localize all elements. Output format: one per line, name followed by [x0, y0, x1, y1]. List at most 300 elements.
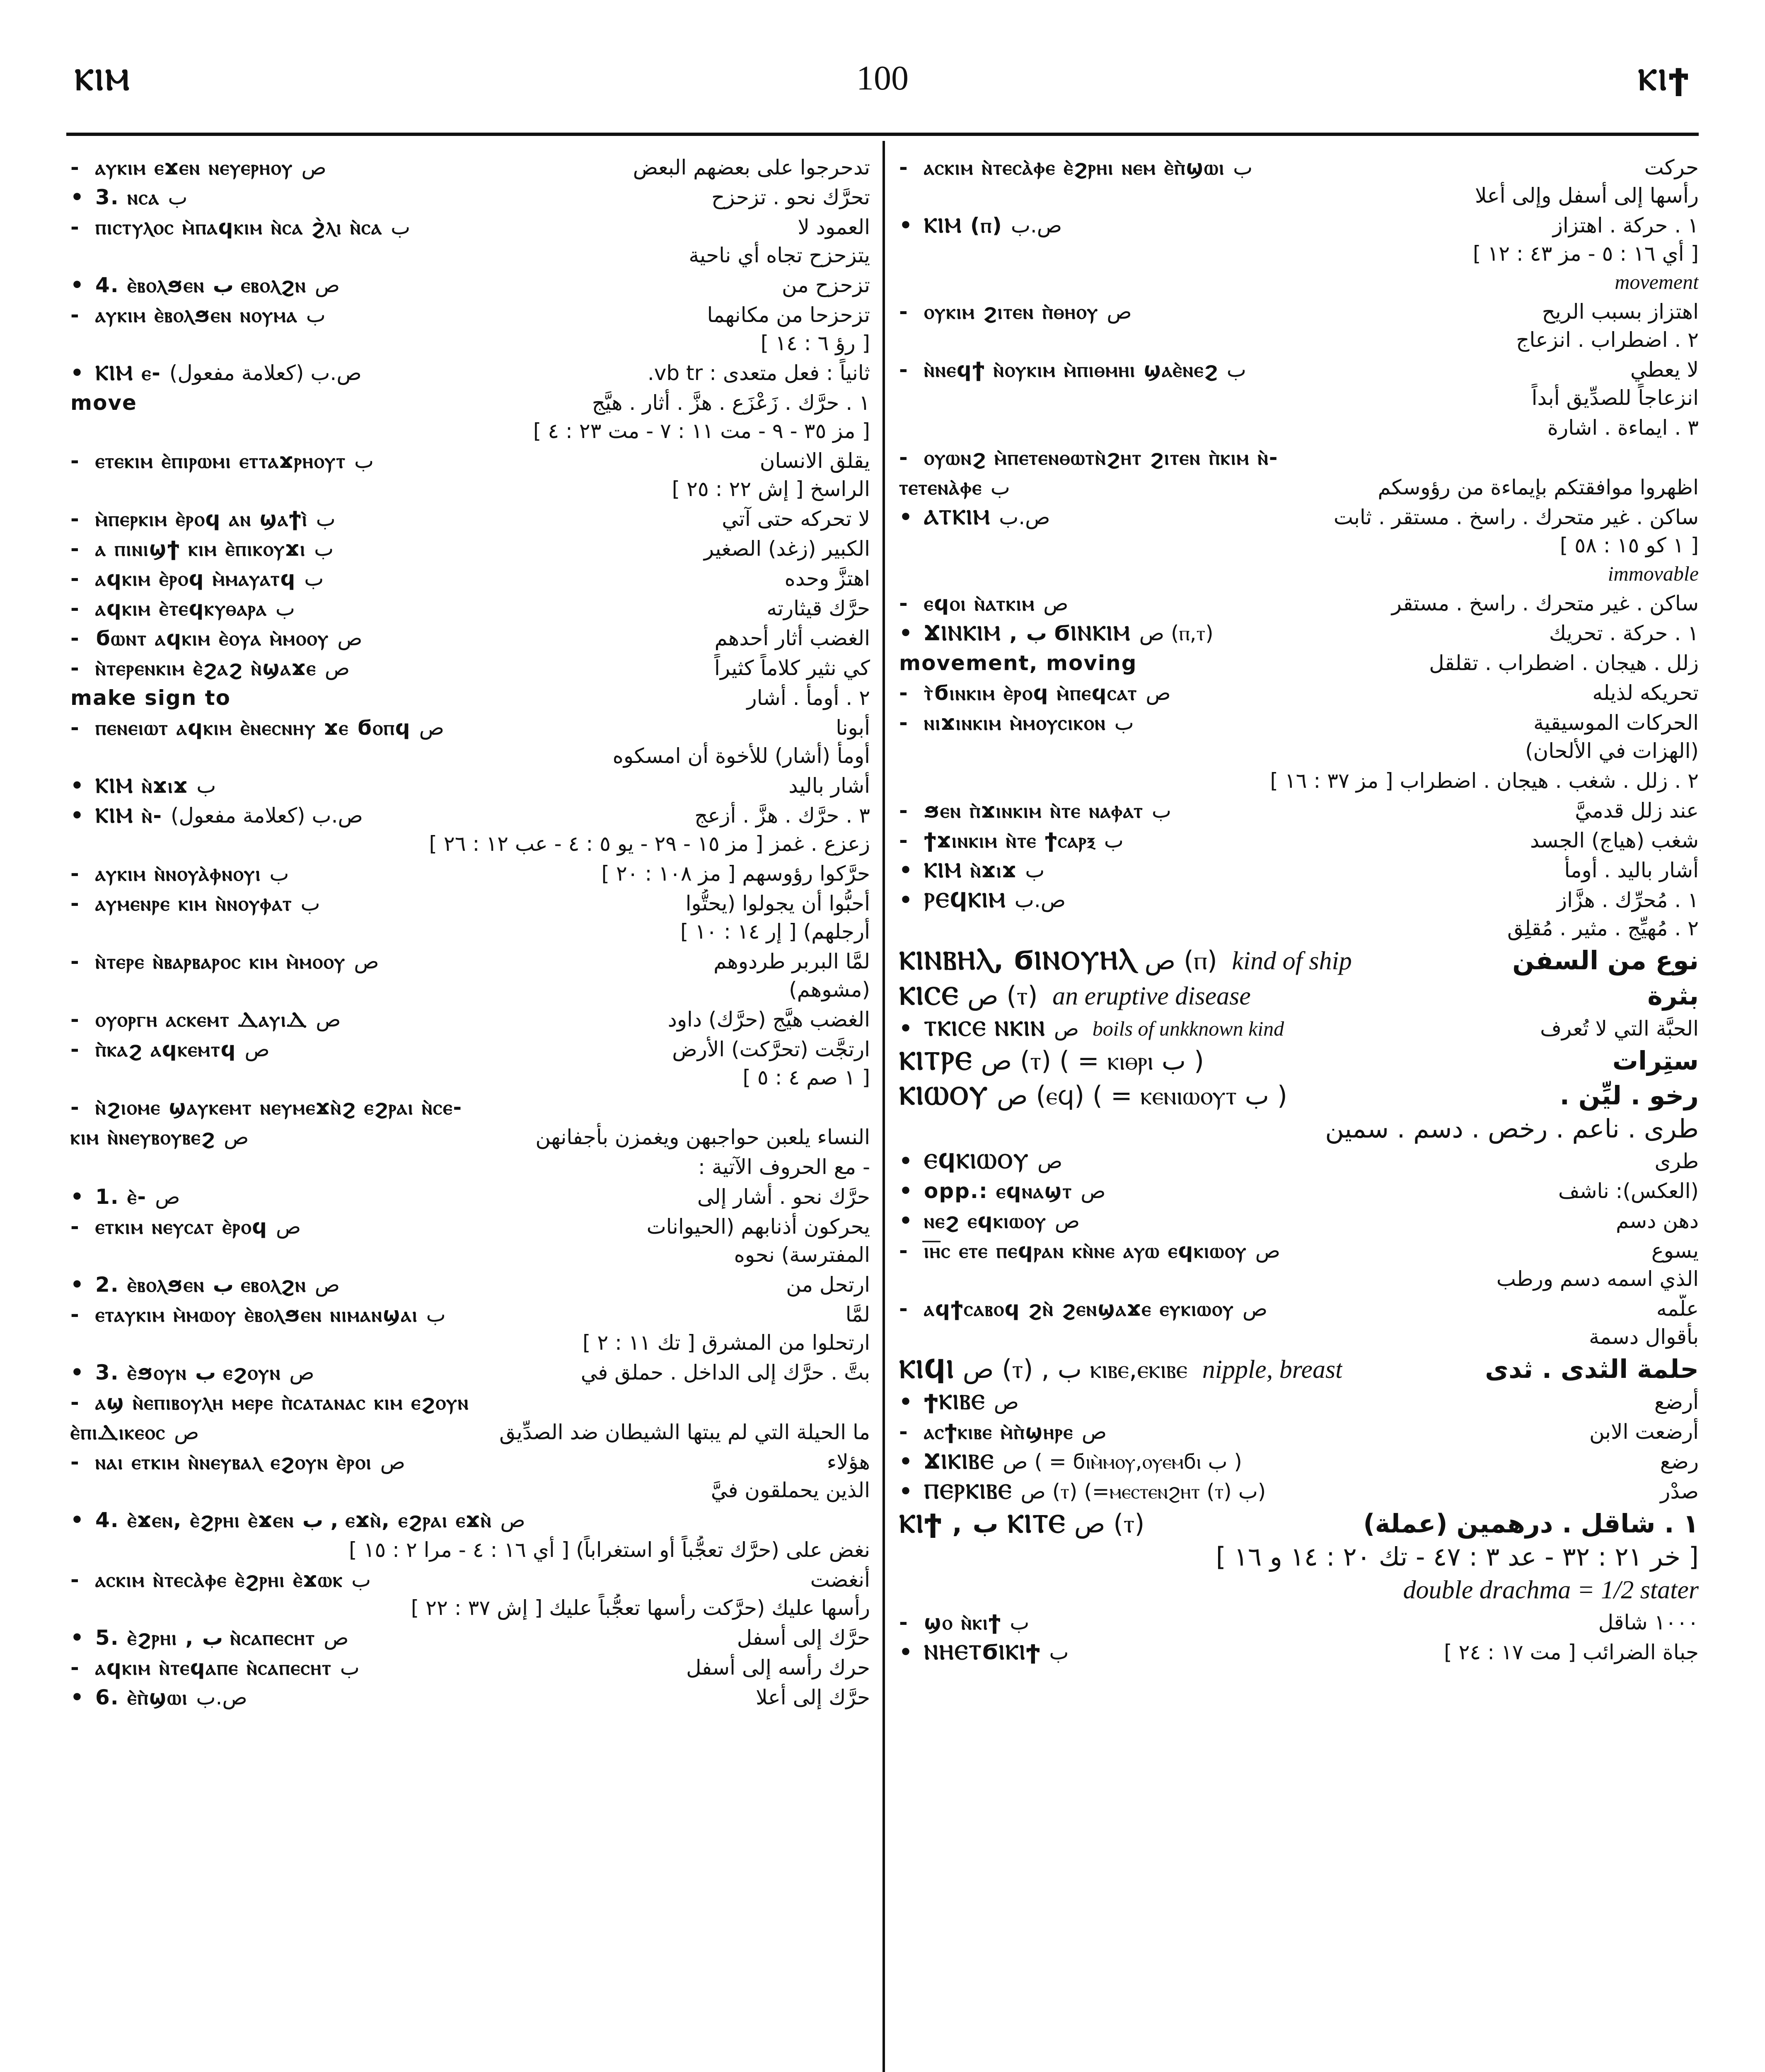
coptic-text: ⲧⲉⲧⲉⲛⲁ̀ⲫⲉ: [899, 475, 982, 499]
arabic-gloss-continuation: الذي اسمه دسم ورطب: [1496, 1267, 1699, 1291]
english-gloss: double drachma = 1/2 stater: [1403, 1576, 1699, 1604]
dictionary-entry: [899, 298, 1699, 354]
coptic-text: ⲁ ⲡⲓⲛⲓϣϯ ⲕⲓⲙ ⲉ̀ⲡⲓⲕⲟⲩϫⲓ: [95, 537, 306, 561]
entry-coptic-side: [899, 709, 1142, 737]
dictionary-entry: [899, 709, 1699, 765]
entry-main-line: [70, 505, 870, 533]
arabic-gloss: ١ . شاقل . درهمين (عملة): [1363, 1508, 1699, 1539]
entry-coptic-side: [70, 624, 371, 652]
entry-coptic-side: [70, 153, 335, 182]
arabic-gloss-continuation: (مشوهم): [789, 978, 870, 1002]
dialect-source: ص: [1037, 1149, 1063, 1173]
dialect-source: ب: [300, 891, 320, 915]
entry-bullet: •: [899, 505, 912, 529]
dialect-source: ب: [168, 185, 188, 209]
entry-bullet: -: [70, 1302, 79, 1326]
dictionary-entry: [70, 1300, 870, 1357]
entry-main-line: [899, 1295, 1699, 1323]
dialect-source: ص: [1242, 1297, 1268, 1321]
entry-coptic-side: [70, 1448, 413, 1476]
entry-main-line: [899, 796, 1699, 825]
entry-coptic-side: [70, 447, 382, 475]
left-column: [70, 153, 870, 2072]
coptic-text: ⲢⲈϤⲔⲒⲘ: [924, 888, 1006, 912]
arabic-gloss: تزحزحا من مكانهما: [707, 303, 870, 327]
dialect-source: ب: [314, 537, 334, 561]
dictionary-entry: [70, 447, 870, 503]
entry-main-line: [899, 856, 1699, 884]
entry-main-line: [70, 359, 870, 387]
arabic-gloss: رضع: [1660, 1450, 1699, 1474]
entry-coptic-side: [899, 1507, 1153, 1540]
dictionary-entry: [70, 505, 870, 533]
arabic-gloss: بتَّ . حرَّك إلى الداخل . حملق في: [580, 1360, 870, 1385]
arabic-gloss: ١ . حركة . اهتزاز: [1552, 213, 1699, 237]
entry-coptic-side: [70, 1183, 189, 1211]
entry-main-line: [899, 356, 1699, 384]
arabic-gloss-continuation: بأقوال دسمة: [1589, 1325, 1699, 1349]
entry-coptic-side: [899, 856, 1053, 884]
coptic-text: ⲔⲒⲘ (ⲡ): [924, 213, 1003, 237]
coptic-text: 3. ⲉ̀ϧⲟⲩⲛ ب ⲉϩⲟⲩⲛ: [95, 1360, 281, 1385]
entry-coptic-side: [70, 1683, 256, 1711]
arabic-gloss-continuation: الذين يحملقون فيَّ: [711, 1478, 870, 1502]
arabic-gloss-continuation: أرجلهم) [ إر ١٤ : ١٠ ]: [680, 920, 870, 944]
dialect-source: ص (ⲧ) , ب ⲕⲓⲃⲉ,ⲉⲕⲓⲃⲉ: [962, 1354, 1188, 1384]
coptic-text: ⲀⲦⲔⲒⲘ: [924, 505, 991, 529]
dialect-source: ص (ⲡ): [1144, 945, 1217, 975]
entry-main-line: [70, 301, 870, 329]
coptic-text: ⲁϥϯⲥⲁⲃⲟϥ ϩⲛ̀ ϩⲉⲛϣⲁϫⲉ ⲉⲩⲕⲓⲱⲟⲩ: [924, 1297, 1234, 1321]
entry-coptic-side: [899, 1477, 1274, 1506]
arabic-gloss: ٢ . زلل . شغب . هيجان . اضطراب [ مز ٣٧ : ١٦ ]: [1270, 769, 1699, 793]
entry-bullet: •: [70, 1273, 84, 1297]
dictionary-entry: [70, 1536, 870, 1564]
dialect-source: ب: [340, 1656, 360, 1680]
entry-coptic-side: [899, 356, 1255, 384]
entry-main-line: [70, 947, 870, 975]
entry-coptic-side: [899, 826, 1132, 854]
coptic-text: ⲛ̀ϩⲓⲟⲙⲉ ϣⲁⲩⲕⲉⲙⲧ ⲛⲉⲩⲙⲉϫⲛ̀ϩ ⲉϩⲣⲁⲓ ⲛ̀ⲥⲉ-: [95, 1095, 463, 1119]
dialect-source: ص.ب (كعلامة مفعول): [171, 804, 363, 828]
entry-coptic-side: [899, 503, 1059, 531]
arabic-gloss: ٢ . أومأ . أشار: [747, 686, 870, 710]
arabic-gloss: لمَّا: [845, 1302, 870, 1326]
entry-coptic-side: [70, 564, 332, 593]
coptic-text: move: [70, 391, 137, 415]
dialect-source: ب: [426, 1302, 446, 1326]
dialect-source: ب: [1114, 711, 1134, 735]
dialect-source: ص: [174, 1420, 199, 1444]
arabic-gloss: حرَّك إلى أعلا: [756, 1685, 870, 1709]
coptic-text: ⲈϤⲔⲒⲰⲞⲨ: [924, 1149, 1029, 1173]
entry-main-line: [899, 1477, 1699, 1506]
entry-main-line: [70, 1093, 870, 1121]
entry-main-line: [899, 1507, 1699, 1540]
entry-coptic-side: [899, 211, 1070, 240]
dictionary-entry: [899, 856, 1699, 884]
entry-main-line: [70, 1213, 870, 1241]
dictionary-entry: [70, 1153, 870, 1181]
arabic-gloss-continuation: أومأ (أشار) للأخوة أن امسكوه: [612, 744, 870, 768]
arabic-gloss: الغضب هيَّج (حرَّك) داود: [667, 1007, 870, 1031]
dialect-source: ص: [1255, 1239, 1281, 1263]
entry-main-line: [899, 1207, 1699, 1235]
entry-main-line: [899, 1608, 1699, 1636]
arabic-gloss: أرضع: [1654, 1390, 1699, 1414]
dialect-source: ص: [314, 1273, 340, 1297]
entry-bullet: •: [70, 273, 84, 297]
coptic-text: ⲔⲒⲘ ⲉ-: [95, 361, 161, 385]
coptic-text: ⲦⲔⲒⲤⲈ ⲚⲔⲒⲚ: [924, 1017, 1046, 1041]
dictionary-entry: [70, 1183, 870, 1211]
entry-coptic-side: [899, 473, 1018, 501]
entry-coptic-side: [899, 619, 1222, 647]
entry-main-line: [70, 1183, 870, 1211]
arabic-gloss: ١ . حركة . تحريك: [1549, 621, 1699, 645]
coptic-text: ⲉϥⲟⲓ ⲛ̀ⲁⲧⲕⲓⲙ: [924, 591, 1035, 615]
arabic-gloss: نغض على (حرَّك تعجُّباً أو استغراباً) [ أي ١٦ : ٤ - مرا ٢ : ١٥ ]: [349, 1538, 870, 1562]
dialect-source: ص: [1054, 1209, 1080, 1233]
coptic-text: movement, moving: [899, 651, 1137, 675]
dialect-source: ب: [316, 507, 336, 531]
entry-main-line: [899, 443, 1699, 472]
dictionary-entry: [899, 1207, 1699, 1235]
dictionary-headword-entry: [899, 1507, 1699, 1607]
entry-coptic-side: [70, 505, 344, 533]
dialect-source: ص.ب: [1014, 888, 1066, 912]
coptic-text: ⲡⲓⲥⲧⲩⲗⲟⲥ ⲙ̀ⲡⲁϥⲕⲓⲙ ⲛ̀ⲥⲁ ϩ̀ⲗⲓ ⲛ̀ⲥⲁ: [95, 215, 383, 239]
page-number: 100: [856, 59, 909, 97]
dialect-source: ص.ب: [999, 505, 1050, 529]
dictionary-entry: [899, 796, 1699, 825]
arabic-gloss: ثانياً : فعل متعدى : vb tr.: [647, 361, 870, 385]
dictionary-entry: [899, 414, 1699, 442]
dictionary-entry: [70, 301, 870, 357]
entry-coptic-side: [899, 589, 1077, 617]
dialect-source: ص: [1081, 1420, 1107, 1444]
coptic-text: ϭⲱⲛⲧ ⲁϥⲕⲓⲙ ⲉ̀ⲟⲩⲁ ⲙ̀ⲙⲟⲟⲩ: [95, 626, 329, 650]
coptic-text: ⲉ̀ⲡⲓⲆⲓⲕⲉⲟⲥ: [70, 1420, 166, 1444]
arabic-gloss-continuation: انزعاجاً للصدِّيق أبداً: [1531, 386, 1699, 410]
entry-main-line: [899, 979, 1699, 1013]
dictionary-entry: [899, 1608, 1699, 1636]
arabic-gloss: أشار باليد: [788, 774, 870, 798]
dialect-source: ص (ⲉϥ) ( = ⲕⲉⲛⲓⲱⲟⲩⲧ ب ): [996, 1080, 1287, 1111]
arabic-gloss-continuation: [ ١ صم ٤ : ٥ ]: [742, 1065, 870, 1089]
dictionary-entry: [70, 1683, 870, 1711]
entry-main-line: [70, 1271, 870, 1299]
dictionary-entry: [899, 1177, 1699, 1205]
entry-coptic-side: [70, 1093, 462, 1121]
dialect-source: ب: [351, 1568, 371, 1592]
arabic-gloss-continuation: رأسها عليك (حرَّكت رأسها تعجُّباً عليك [ إش ٣٧ : ٢٢ ]: [411, 1596, 870, 1620]
coptic-text: ⲟⲩⲟⲣⲅⲏ ⲁⲥⲕⲉⲙⲧ ⲆⲁⲩⲓⲆ: [95, 1007, 308, 1031]
dialect-source: ب: [196, 774, 216, 798]
coptic-text: ⲡⲉⲛⲉⲓⲱⲧ ⲁϥⲕⲓⲙ ⲉ̀ⲛⲉⲥⲛⲏⲩ ϫⲉ ϭⲟⲡϥ: [95, 716, 411, 740]
english-gloss: movement: [1615, 270, 1699, 293]
entry-bullet: -: [70, 891, 79, 915]
entry-main-line: [70, 1035, 870, 1063]
dictionary-entry: [899, 1147, 1699, 1175]
coptic-text: 3. ⲛⲥⲁ: [95, 185, 160, 209]
coptic-text: 6. ⲉ̀ⲡ̀ϣⲱⲓ: [95, 1685, 188, 1709]
entry-bullet: -: [70, 449, 79, 473]
entry-main-line: [899, 1237, 1699, 1265]
coptic-text: ⲛⲓϫⲓⲛⲕⲓⲙ ⲙ̀ⲙⲟⲩⲥⲓⲕⲟⲛ: [924, 711, 1106, 735]
coptic-text: ⲛ̀ⲧⲉⲣⲉⲛⲕⲓⲙ ⲉ̀ϩⲁϩ ⲛ̀ϣⲁϫⲉ: [95, 656, 317, 680]
english-gloss: immovable: [1608, 562, 1699, 585]
dialect-source: ص (ⲧ): [1074, 1508, 1145, 1539]
dictionary-entry: [899, 1237, 1699, 1293]
dialect-source: ص: [316, 1007, 341, 1031]
arabic-gloss: لمَّا البربر طردوهم: [713, 949, 870, 973]
dictionary-entry: [899, 886, 1699, 942]
coptic-text: ⲁⲩⲙⲉⲛⲣⲉ ⲕⲓⲙ ⲛ̀ⲛⲟⲩⲫⲁⲧ: [95, 891, 293, 915]
entry-main-line: [70, 772, 870, 800]
entry-coptic-side: [70, 801, 371, 830]
coptic-text: ⲁⲩⲕⲓⲙ ⲉϫⲉⲛ ⲛⲉⲩⲉⲣⲏⲟⲩ: [95, 155, 293, 179]
column-divider: [882, 141, 885, 2072]
dialect-source: ب: [1151, 799, 1171, 823]
dialect-source: ص (ⲧ) (=ⲙⲉⲥⲧⲉⲛϩⲏⲧ (ⲧ) ب): [1020, 1479, 1266, 1503]
entry-coptic-side: [70, 889, 329, 917]
entry-main-line: [899, 298, 1699, 326]
entry-bullet: -: [70, 1215, 79, 1239]
arabic-gloss-continuation: (الهزات في الألحان): [1525, 739, 1699, 763]
arabic-gloss: أنغضت: [810, 1568, 870, 1592]
dialect-source: ب: [990, 475, 1010, 499]
entry-bullet: -: [899, 681, 908, 705]
arabic-gloss: تدحرجوا على بعضهم البعض: [633, 155, 870, 179]
entry-main-line: [70, 271, 870, 299]
dictionary-entry: [70, 889, 870, 946]
dictionary-entry: [899, 211, 1699, 296]
english-gloss: an eruptive disease: [1046, 982, 1251, 1010]
entry-main-line: [899, 709, 1699, 737]
coptic-text: ⲓ̅ⲏ̅ⲥ ⲉⲧⲉ ⲡⲉϥⲣⲁⲛ ⲕⲛ̀ⲛⲉ ⲁⲩⲱ ⲉϥⲕⲓⲱⲟⲩ: [924, 1239, 1247, 1263]
coptic-text: opp.: ⲉϥⲛⲁϣⲧ: [924, 1179, 1073, 1203]
dialect-source: ب: [1104, 828, 1124, 852]
entry-main-line: [899, 503, 1699, 531]
arabic-gloss: اظهروا موافقتكم بإيماءة من رؤوسكم: [1378, 475, 1699, 499]
arabic-gloss: اهتزَّ وحده: [784, 566, 870, 591]
entry-coptic-side: [899, 649, 1137, 677]
coptic-text: ⲁⲥϯⲕⲓⲃⲉ ⲙ̀ⲡ̀ϣⲏⲣⲉ: [924, 1420, 1074, 1444]
arabic-gloss: تزحزح من: [781, 273, 870, 297]
coptic-text: ϮⲔⲒⲂⲈ: [924, 1390, 986, 1414]
dialect-source: ص: [994, 1390, 1019, 1414]
dictionary-entry: [70, 564, 870, 593]
dialect-source: ص: [276, 1215, 301, 1239]
dictionary-entry: [899, 1014, 1699, 1043]
entry-bullet: •: [899, 858, 912, 882]
entry-main-line: [899, 1014, 1699, 1043]
dictionary-entry: [70, 801, 870, 858]
entry-bullet: -: [70, 1450, 79, 1474]
dictionary-entry: [70, 1271, 870, 1299]
entry-coptic-side: [899, 1147, 1071, 1175]
arabic-gloss: دهن دسم: [1615, 1209, 1699, 1233]
arabic-gloss: يسوع: [1651, 1239, 1699, 1263]
header-rule: [66, 133, 1699, 136]
dictionary-entry: [70, 1506, 870, 1534]
arabic-gloss: حرَّك إلى أسفل: [737, 1626, 870, 1650]
arabic-gloss: حرك رأسه إلى أسفل: [686, 1656, 870, 1680]
arabic-gloss: زلل . هيجان . اضطراب . تقلقل: [1429, 651, 1699, 675]
entry-main-line: [70, 859, 870, 888]
coptic-text: ⲙ̀ⲡⲉⲣⲕⲓⲙ ⲉ̀ⲣⲟϥ ⲁⲛ ϣⲁϯⲓ̀: [95, 507, 308, 531]
arabic-gloss-continuation: [ رؤ ٦ : ١٤ ]: [760, 331, 870, 355]
entry-coptic-side: [899, 1608, 1037, 1636]
coptic-text: ϯϫⲓⲛⲕⲓⲙ ⲛ̀ⲧⲉ ϯⲥⲁⲣⲝ: [924, 828, 1096, 852]
entry-bullet: -: [899, 300, 908, 324]
coptic-text: ⲁϥⲕⲓⲙ ⲉ̀ⲧⲉϥⲕⲩⲑⲁⲣⲁ: [95, 596, 267, 620]
dialect-source: ص: [1043, 591, 1069, 615]
entry-bullet: •: [899, 1149, 912, 1173]
coptic-text: ⲔⲒⲘ ⲛ̀ϫⲓϫ: [924, 858, 1017, 882]
coptic-text: ⲁⲩⲕⲓⲙ ⲉ̀ⲃⲟⲗϧⲉⲛ ⲛⲟⲩⲙⲁ: [95, 303, 298, 327]
arabic-gloss: عند زلل قدميَّ: [1575, 799, 1699, 823]
arabic-gloss: أحبُّوا أن يجولوا (يحتُّوا: [685, 891, 870, 915]
dialect-source: ص: [155, 1185, 180, 1209]
arabic-gloss: علَّمه: [1656, 1297, 1699, 1321]
dictionary-entry: [70, 714, 870, 770]
coptic-text: 4. ⲉ̀ϫⲉⲛ, ⲉ̀ϩⲣⲏⲓ ⲉ̀ϫⲉⲛ ب , ⲉϫⲛ̀, ⲉϩⲣⲁⲓ ⲉϫⲛ̀: [95, 1508, 492, 1532]
coptic-text: 1. ⲉ̀-: [95, 1185, 147, 1209]
arabic-gloss: حلمة الثدى . ثدى: [1485, 1354, 1699, 1384]
coptic-text: ⲔⲒⲘ ⲛ̀ϫⲓϫ: [95, 774, 189, 798]
coptic-text: 5. ⲉ̀ϩⲣⲏⲓ , ب ⲛ̀ⲥⲁⲡⲉⲥⲏⲧ: [95, 1626, 316, 1650]
dictionary-entry: [70, 654, 870, 682]
arabic-gloss: ٣ . ايماءة . اشارة: [1547, 416, 1699, 440]
arabic-gloss: حرَّك نحو . أشار إلى: [697, 1185, 870, 1209]
dialect-source: ب: [1233, 155, 1253, 179]
dictionary-entry: [70, 1418, 870, 1446]
entry-bullet: •: [899, 1390, 912, 1414]
coptic-text: ⲠⲈⲢⲔⲒⲂⲈ: [924, 1479, 1013, 1503]
arabic-gloss: نوع من السفن: [1512, 945, 1699, 975]
entry-main-line: [899, 1044, 1699, 1077]
coptic-text: ⲟⲩⲕⲓⲙ ϩⲓⲧⲉⲛ ⲡ̀ⲑⲏⲟⲩ: [924, 300, 1099, 324]
entry-main-line: [70, 1566, 870, 1594]
entry-coptic-side: [899, 944, 1352, 978]
arabic-gloss: لا تحركه حتى آتي: [722, 507, 870, 531]
coptic-text: ⲔⲒⲰⲞⲨ: [899, 1080, 989, 1111]
entry-main-line: [899, 1147, 1699, 1175]
entry-bullet: •: [70, 1685, 84, 1709]
entry-coptic-side: [899, 153, 1261, 182]
entry-bullet: -: [899, 591, 908, 615]
dialect-source: ص: [314, 273, 340, 297]
entry-bullet: •: [899, 1209, 912, 1233]
dialect-source: ص: [289, 1360, 314, 1385]
entry-bullet: -: [70, 1656, 79, 1680]
coptic-text: ⲉⲧⲉⲕⲓⲙ ⲉ̀ⲡⲓⲣⲱⲙⲓ ⲉⲧⲧⲁϫⲣⲏⲟⲩⲧ: [95, 449, 346, 473]
entry-coptic-side: [70, 359, 370, 387]
entry-main-line: [899, 767, 1699, 795]
coptic-text: ⲚⲎⲈⲦϬⲒⲔⲒϮ: [924, 1640, 1041, 1664]
arabic-gloss: ١ . حرَّك . زَعْزَع . هزَّ . أثار . هيَّج: [592, 391, 870, 415]
entry-coptic-side: [70, 947, 387, 975]
dictionary-entry: [70, 271, 870, 299]
coptic-text: ⲉⲧⲕⲓⲙ ⲛⲉⲩⲥⲁⲧ ⲉ̀ⲣⲟϥ: [95, 1215, 268, 1239]
arabic-gloss: كي نثير كلاماً كثيراً: [714, 656, 870, 680]
dialect-source: ص: [419, 716, 445, 740]
coptic-text: ⲕⲓⲙ ⲛ̀ⲛⲉⲩⲃⲟⲩⲃⲉϩ: [70, 1125, 215, 1149]
entry-main-line: [70, 1448, 870, 1476]
entry-coptic-side: [70, 1624, 357, 1652]
entry-main-line: [899, 1353, 1699, 1386]
entry-bullet: -: [70, 537, 79, 561]
entry-coptic-side: [899, 1353, 1342, 1386]
dictionary-entry: [899, 1638, 1699, 1666]
entry-main-line: [70, 564, 870, 593]
dictionary-entry: [899, 473, 1699, 501]
dictionary-headword-entry: [899, 1353, 1699, 1386]
english-gloss: kind of ship: [1225, 947, 1352, 975]
arabic-gloss: ما الحيلة التي لم يبتها الشيطان ضد الصدِّيق: [499, 1420, 870, 1444]
dictionary-entry: [70, 859, 870, 888]
entry-main-line: [70, 1683, 870, 1711]
entry-bullet: -: [899, 445, 908, 470]
arabic-gloss-continuation: [ أي ١٦ : ٥ - مز ٤٣ : ١٢ ]: [1472, 242, 1699, 266]
dialect-source: ب: [391, 215, 411, 239]
arabic-gloss: بثرة: [1647, 980, 1699, 1011]
entry-coptic-side: [899, 1079, 1296, 1112]
arabic-gloss: ارتجَّت (تحرَّكت) الأرض: [672, 1037, 870, 1061]
entry-bullet: -: [899, 1239, 908, 1263]
dictionary-entry: [70, 947, 870, 1004]
entry-coptic-side: [70, 301, 334, 329]
arabic-gloss: أبونا: [836, 716, 870, 740]
entry-coptic-side: [899, 1418, 1115, 1446]
dialect-source: ص (ⲧ) ( = ⲕⲓⲑⲣⲓ ب ): [981, 1046, 1204, 1076]
entry-main-line: [70, 1005, 870, 1034]
header-right-guide-word: ⲔⲒϮ: [1638, 62, 1690, 97]
dialect-source: ب: [1226, 358, 1246, 382]
dialect-source: ب: [1025, 858, 1045, 882]
entry-bullet: •: [70, 1360, 84, 1385]
entry-coptic-side: [70, 389, 137, 417]
arabic-gloss: النساء يلعبن حواجبهن ويغمزن بأجفانهن: [535, 1125, 870, 1149]
entry-main-line: [899, 886, 1699, 914]
entry-coptic-side: [70, 535, 342, 563]
entry-coptic-side: [70, 183, 196, 211]
dictionary-entry: [70, 1358, 870, 1387]
entry-coptic-side: [70, 1005, 349, 1034]
coptic-text: ϣⲟ ⲛ̀ⲕⲓϯ: [924, 1610, 1002, 1634]
coptic-text: ⲁϣ ⲛ̀ⲉⲡⲓⲃⲟⲩⲗⲏ ⲙⲉⲣⲉ ⲡ̀ⲥⲁⲧⲁⲛⲁⲥ ⲕⲓⲙ ⲉϩⲟⲩⲛ: [95, 1390, 469, 1414]
arabic-gloss: شغب (هياج) الجسد: [1530, 828, 1699, 852]
dialect-source: ص: [324, 1626, 349, 1650]
entry-coptic-side: [899, 1044, 1212, 1077]
entry-coptic-side: [899, 886, 1074, 914]
arabic-gloss: العمود لا: [798, 215, 870, 239]
dictionary-entry: [70, 1448, 870, 1504]
entry-coptic-side: [70, 654, 358, 682]
entry-bullet: -: [899, 155, 908, 179]
entry-coptic-side: [70, 1213, 309, 1241]
coptic-text: ⲟⲩⲱⲛϩ ⲙ̀ⲡⲉⲧⲉⲛⲑⲱⲧⲛ̀ϩⲏⲧ ϩⲓⲧⲉⲛ ⲡ̀ⲕⲓⲙ ⲛ̀-: [924, 445, 1279, 470]
entry-main-line: [899, 153, 1699, 182]
dialect-source: ص: [301, 155, 326, 179]
coptic-text: 2. ⲉ̀ⲃⲟⲗϧⲉⲛ ب ⲉⲃⲟⲗϩⲛ: [95, 1273, 307, 1297]
entry-main-line: [70, 684, 870, 712]
coptic-text: ⲁⲩⲕⲓⲙ ⲛ̀ⲛⲟⲩⲁ̀ⲫⲛⲟⲩⲓ: [95, 862, 261, 886]
entry-coptic-side: [70, 1566, 379, 1594]
entry-bullet: -: [899, 358, 908, 382]
